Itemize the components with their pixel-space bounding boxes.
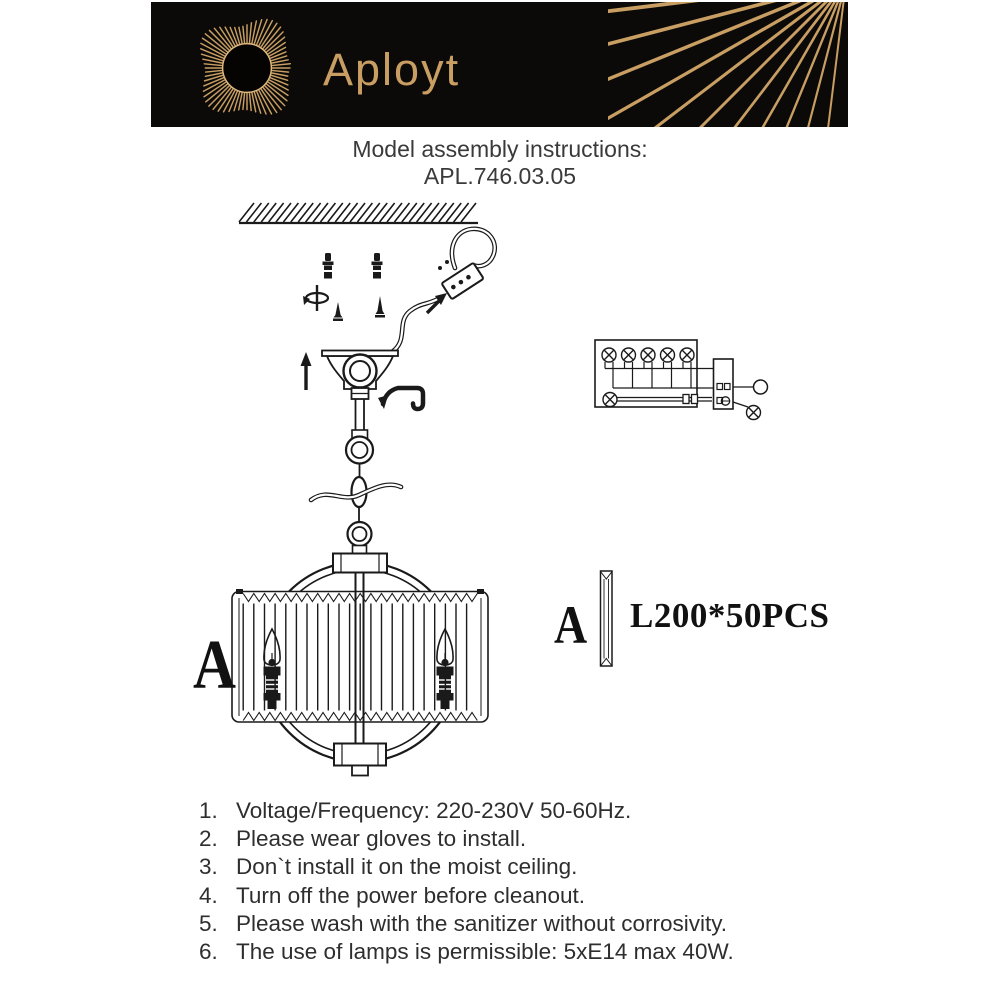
- neutral-circle-symbol: [754, 380, 768, 394]
- instruction-number: 5.: [199, 910, 218, 936]
- instruction-item: [199, 825, 879, 853]
- instruction-text: Please wear gloves to install.: [236, 826, 527, 852]
- rotate-icon: [303, 285, 328, 311]
- instruction-item: [199, 853, 879, 881]
- model-number: APL.746.03.05: [423, 163, 577, 189]
- candle-bulb-left: [264, 629, 281, 709]
- instruction-text: Don`t install it on the moist ceiling.: [236, 854, 578, 880]
- detail-a-marker: A: [193, 627, 236, 704]
- lamp-symbol-bottom: [603, 393, 617, 407]
- ceiling-canopy: [322, 351, 398, 400]
- instruction-number: 6.: [199, 939, 218, 965]
- instruction-item: [199, 882, 879, 910]
- screw-icons: [333, 296, 385, 321]
- instruction-item: [199, 938, 879, 966]
- hanging-wire: [311, 485, 401, 500]
- crystal-detail-spec: L200*50PCS: [630, 596, 830, 635]
- instruction-text: Turn off the power before cleanout.: [236, 882, 585, 908]
- wire-terminal-block: [392, 229, 495, 352]
- wiring-diagram: [595, 340, 768, 420]
- instruction-text: The use of lamps is permissible: 5xE14 max 40W.: [236, 939, 734, 965]
- up-arrow-icon: [301, 352, 312, 390]
- instruction-number: 4.: [199, 882, 218, 908]
- suspension-chain: [311, 399, 401, 555]
- wall-anchor-icon: [323, 253, 334, 279]
- instruction-text: Please wash with the sanitizer without corrosivity.: [236, 910, 728, 936]
- crystal-rod-detail: [601, 571, 613, 666]
- instruction-list: [199, 797, 879, 966]
- lamp-symbol-switch: [747, 406, 761, 420]
- instruction-number: 3.: [199, 854, 218, 880]
- instruction-text: Voltage/Frequency: 220-230V 50-60Hz.: [236, 798, 632, 823]
- hook-icon: [378, 388, 423, 409]
- page-title: Model assembly instructions:: [352, 136, 648, 162]
- instruction-number: 1.: [199, 798, 218, 823]
- crystal-detail-marker: A: [554, 595, 588, 655]
- terminal-block-icon: [441, 263, 483, 300]
- ceiling-hatch: [239, 203, 478, 223]
- chandelier-frame: [232, 554, 488, 776]
- wall-anchor-icon: [372, 253, 383, 279]
- brand-name: Aployt: [323, 44, 461, 95]
- instruction-item: [199, 910, 879, 938]
- instruction-item: [199, 797, 879, 825]
- instruction-number: 2.: [199, 826, 218, 852]
- wall-anchor-icons: [323, 253, 383, 279]
